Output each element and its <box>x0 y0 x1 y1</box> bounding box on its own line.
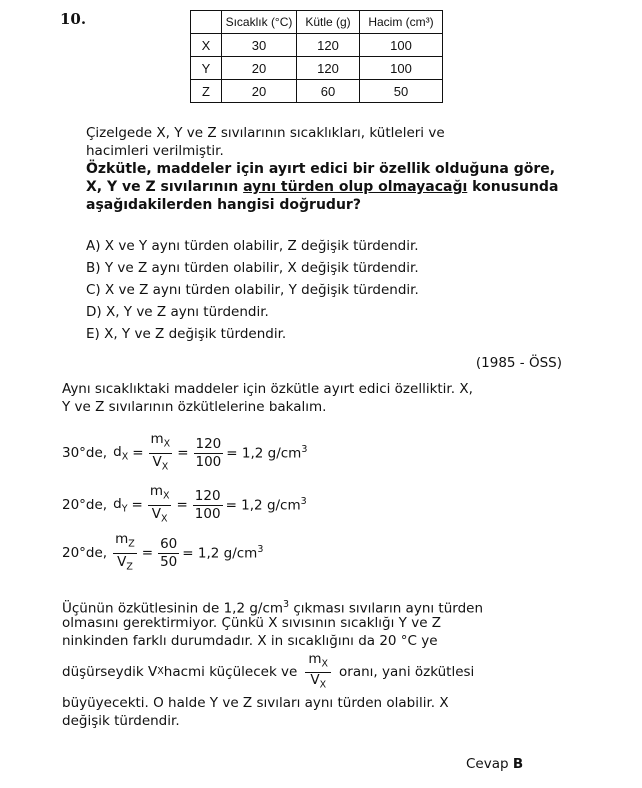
mass-subscript: X <box>321 658 329 670</box>
equals-sign: = <box>176 497 188 514</box>
fraction-numerator <box>305 652 331 673</box>
equation-result <box>182 544 263 562</box>
table-header-cell: Kütle (g) <box>297 11 360 34</box>
conclusion-line: büyüyecekti. O halde Y ve Z sıvıları aynı türden olabilir. X <box>62 695 449 711</box>
conclusion-line: değişik türdendir. <box>62 713 180 729</box>
conclusion-line-part: hacmi küçülecek ve <box>163 664 298 680</box>
question-line: Özkütle, maddeler için ayırt edici bir özellik olduğuna göre, <box>86 161 556 177</box>
fraction-numerator: 60 <box>160 535 178 552</box>
fraction-denominator: 100 <box>195 453 222 470</box>
density-subscript: Y <box>121 503 128 515</box>
explanation-line: Aynı sıcaklıktaki maddeler için özkütle ayırt edici özelliktir. X, <box>62 381 473 397</box>
mass-letter: m <box>150 431 164 447</box>
mass-volume-fraction <box>113 532 137 574</box>
conclusion-text <box>62 596 542 730</box>
answer-options <box>86 235 546 345</box>
equals-sign: = <box>131 497 143 514</box>
result-exponent: 3 <box>257 544 264 556</box>
equals-sign: = <box>132 445 144 462</box>
fraction-numerator: 120 <box>194 487 221 504</box>
source-label: (1985 - ÖSS) <box>475 355 562 371</box>
question-line-part: X, Y ve Z sıvılarının <box>86 179 244 195</box>
result-text: = 1,2 g/cm <box>225 497 301 514</box>
fraction-denominator <box>307 673 329 693</box>
table-cell: 30 <box>222 34 297 57</box>
fraction-numerator: 120 <box>195 435 222 452</box>
value-fraction <box>194 437 224 470</box>
table-row-label: Z <box>191 80 222 103</box>
volume-letter: V <box>117 553 127 570</box>
equation-y <box>62 484 307 526</box>
answer-key <box>466 756 523 772</box>
conclusion-line-part: Üçünün özkütlesinin de 1,2 g/cm <box>62 600 284 617</box>
result-exponent: 3 <box>300 496 307 508</box>
conclusion-line-part: çıkması sıvıların aynı türden <box>289 600 484 617</box>
table-row <box>191 34 443 57</box>
value-fraction <box>158 537 179 570</box>
density-symbol <box>113 496 127 515</box>
equation-x <box>62 432 307 474</box>
explanation-text <box>62 380 552 416</box>
equation-prefix: 30°de, <box>62 445 108 462</box>
result-exponent: 3 <box>301 444 308 456</box>
explanation-line: Y ve Z sıvılarının özkütlelerine bakalım. <box>62 399 327 415</box>
intro-text <box>86 124 526 160</box>
mass-volume-fraction <box>148 484 172 526</box>
density-subscript: X <box>121 451 129 463</box>
fraction-denominator <box>115 554 135 575</box>
equals-sign: = <box>141 545 154 562</box>
option-e[interactable]: E) X, Y ve Z değişik türdendir. <box>86 326 287 342</box>
table-cell: 120 <box>297 57 360 80</box>
density-symbol <box>113 444 128 463</box>
conclusion-line-part: oranı, yani özkütlesi <box>339 664 475 680</box>
table-cell: 120 <box>297 34 360 57</box>
value-fraction <box>193 489 223 522</box>
table-header-cell: Hacim (cm³) <box>360 11 443 34</box>
mass-letter: m <box>115 531 129 547</box>
table-header-row <box>191 11 443 34</box>
fraction-numerator <box>148 484 172 506</box>
equation-result <box>226 496 307 514</box>
table-cell: 100 <box>360 34 443 57</box>
table-cell: 50 <box>360 80 443 103</box>
conclusion-line <box>62 650 542 694</box>
table-cell: 100 <box>360 57 443 80</box>
mass-letter: m <box>149 483 163 499</box>
mass-volume-fraction <box>149 432 173 474</box>
question-line-part: konusunda <box>467 179 559 195</box>
density-letter: d <box>113 495 122 512</box>
question-number: 10. <box>60 10 87 28</box>
density-letter: d <box>113 443 122 460</box>
table-cell: 20 <box>222 80 297 103</box>
volume-subscript: X <box>319 679 327 691</box>
table-cell: 20 <box>222 57 297 80</box>
fraction-denominator <box>150 506 170 527</box>
option-d[interactable]: D) X, Y ve Z aynı türdendir. <box>86 304 269 320</box>
data-table <box>190 10 443 103</box>
table-header-cell: Sıcaklık (°C) <box>222 11 297 34</box>
mass-letter: m <box>308 650 322 667</box>
table-row-label: Y <box>191 57 222 80</box>
conclusion-line: olmasını gerektirmiyor. Çünkü X sıvısının sıcaklığı Y ve Z <box>62 615 442 631</box>
question-line: aşağıdakilerden hangisi doğrudur? <box>86 197 361 213</box>
inline-ratio-fraction <box>305 652 331 692</box>
fraction-denominator: 50 <box>160 553 178 570</box>
result-text: = 1,2 g/cm <box>226 445 302 462</box>
answer-label: Cevap <box>466 756 509 772</box>
volume-letter: V <box>152 453 162 470</box>
conclusion-subscript: X <box>157 666 164 677</box>
table-cell: 60 <box>297 80 360 103</box>
volume-subscript: X <box>161 461 169 473</box>
conclusion-line-part: düşürseydik V <box>62 664 158 680</box>
volume-letter: V <box>310 671 320 688</box>
table-row <box>191 80 443 103</box>
equals-sign: = <box>177 445 189 462</box>
mass-subscript: Z <box>128 538 135 550</box>
equation-prefix: 20°de, <box>62 497 108 514</box>
question-text <box>86 160 566 214</box>
table-row <box>191 57 443 80</box>
volume-subscript: X <box>161 513 168 525</box>
conclusion-line <box>62 596 542 617</box>
conclusion-line: ninkinden farklı durumdadır. X in sıcaklığını da 20 °C ye <box>62 633 438 649</box>
volume-letter: V <box>151 505 162 522</box>
intro-line: hacimleri verilmiştir. <box>86 143 224 159</box>
question-line <box>86 178 566 196</box>
result-text: = 1,2 g/cm <box>182 545 258 562</box>
mass-subscript: X <box>163 438 171 450</box>
equation-z <box>62 532 263 574</box>
conclusion-exponent: 3 <box>283 599 290 610</box>
option-b[interactable]: B) Y ve Z aynı türden olabilir, X değişik türdendir. <box>86 260 419 276</box>
fraction-denominator: 100 <box>194 505 221 522</box>
answer-value: B <box>512 756 524 772</box>
fraction-numerator <box>149 432 173 454</box>
option-a[interactable]: A) X ve Y aynı türden olabilir, Z değişik türdendir. <box>86 238 419 254</box>
intro-line: Çizelgede X, Y ve Z sıvılarının sıcaklıkları, kütleleri ve <box>86 125 445 141</box>
table-header-cell <box>191 11 222 34</box>
equation-prefix: 20°de, <box>62 545 108 562</box>
volume-subscript: Z <box>126 561 133 573</box>
table-row-label: X <box>191 34 222 57</box>
mass-subscript: X <box>162 490 170 502</box>
fraction-numerator <box>113 532 137 554</box>
equation-result <box>226 444 307 462</box>
question-underlined-phrase: aynı türden olup olmayacağı <box>243 179 468 195</box>
fraction-denominator <box>150 454 170 475</box>
option-c[interactable]: C) X ve Z aynı türden olabilir, Y değişik türdendir. <box>86 282 419 298</box>
